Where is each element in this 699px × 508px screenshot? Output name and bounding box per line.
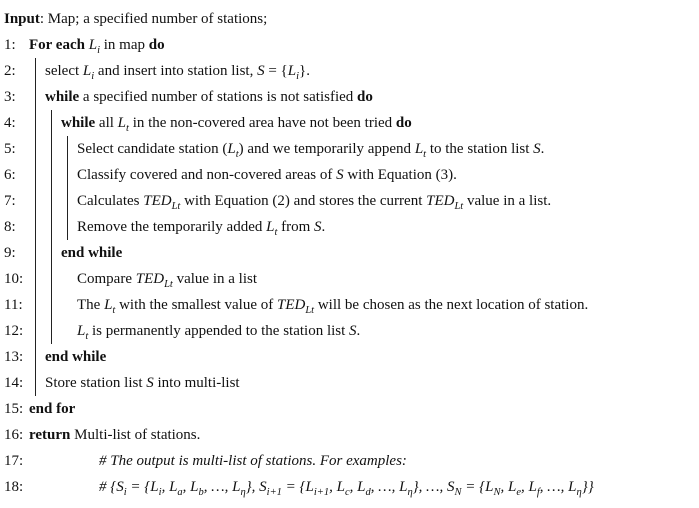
- algo-text: [29, 422, 200, 448]
- algo-text-segment: S: [314, 219, 322, 235]
- algo-text: [77, 136, 544, 162]
- algo-text-segment: η: [576, 487, 582, 498]
- algo-text-segment: a: [177, 487, 183, 498]
- algo-text-segment: do: [357, 89, 373, 105]
- block-indent-line: [61, 136, 77, 162]
- algo-text: [77, 318, 360, 344]
- algo-text-segment: : Map; a specified number of stations;: [39, 11, 268, 27]
- algo-text-segment: L: [150, 479, 159, 495]
- algo-text-segment: while: [45, 89, 80, 105]
- algo-line: [4, 136, 695, 162]
- algo-text: [77, 292, 588, 318]
- algo-text-segment: S: [447, 479, 455, 495]
- algo-text-segment: The: [77, 297, 105, 313]
- algo-text-segment: t: [126, 123, 129, 134]
- block-indent-line: [45, 110, 61, 136]
- algo-text-segment: }}: [581, 479, 594, 495]
- algo-text-segment: .: [356, 323, 361, 339]
- algo-text: [29, 32, 165, 58]
- algo-text-segment: ,: [329, 479, 337, 495]
- block-indent-line: [29, 318, 45, 344]
- algo-text-segment: Lt: [164, 279, 173, 290]
- algo-text: [77, 266, 257, 292]
- algo-text-segment: L: [399, 479, 408, 495]
- block-indent-line: [45, 188, 61, 214]
- algo-text-segment: b: [198, 487, 204, 498]
- algo-text-segment: L: [117, 115, 127, 131]
- block-indent-line: [61, 162, 77, 188]
- algo-line: [4, 188, 695, 214]
- algo-text: [45, 58, 310, 84]
- block-indent-line: [45, 136, 61, 162]
- line-number: 2:: [4, 63, 16, 79]
- line-number: 13:: [4, 349, 24, 365]
- algo-text-segment: ,: [500, 479, 509, 495]
- algo-text-segment: TED: [426, 193, 455, 209]
- algo-text-segment: L: [287, 63, 297, 79]
- algo-text-segment: L: [190, 479, 199, 495]
- algo-text-segment: and insert into station list,: [94, 63, 258, 79]
- algo-line: [4, 110, 695, 136]
- algo-text: [99, 448, 407, 474]
- algo-line: [4, 474, 695, 500]
- algo-line: [4, 422, 695, 448]
- algo-text-segment: ,: [161, 479, 170, 495]
- algo-text-segment: Lt: [454, 201, 464, 212]
- algo-line: [4, 266, 695, 292]
- algo-text-segment: i: [91, 71, 95, 82]
- algo-text-segment: i: [296, 71, 300, 82]
- algo-text-segment: η: [240, 487, 246, 498]
- algo-text-segment: Lt: [305, 305, 315, 316]
- algo-text-segment: i: [123, 487, 127, 498]
- block-indent-line: [29, 162, 45, 188]
- line-number: 17:: [4, 453, 24, 469]
- algo-text-segment: S: [116, 479, 124, 495]
- algo-line: [4, 396, 695, 422]
- algo-text-segment: d: [365, 487, 371, 498]
- algo-text: [29, 396, 75, 422]
- algo-text-segment: L: [485, 479, 494, 495]
- algo-text-segment: = {: [281, 479, 306, 495]
- line-number: 16:: [4, 427, 24, 443]
- block-indent-line: [45, 162, 61, 188]
- algo-text-segment: N: [454, 487, 462, 498]
- algo-text-segment: L: [232, 479, 241, 495]
- algo-text-segment: L: [227, 141, 236, 157]
- line-number: 7:: [4, 193, 16, 209]
- block-indent-line: [29, 188, 45, 214]
- algo-text-segment: while: [61, 115, 96, 131]
- algo-text-segment: S: [336, 167, 344, 183]
- algo-text-segment: Compare: [77, 271, 136, 287]
- line-number: 3:: [4, 89, 16, 105]
- algo-text-segment: from: [277, 219, 315, 235]
- algo-text-segment: Select candidate station (: [77, 141, 228, 157]
- algo-text-segment: ,: [349, 479, 358, 495]
- algo-text-segment: will be chosen as the next location of station.: [314, 297, 589, 313]
- algo-text-segment: Remove the temporarily added: [77, 219, 267, 235]
- block-indent-line: [29, 344, 45, 370]
- algo-text: [4, 6, 267, 32]
- algo-text-segment: t: [235, 149, 239, 160]
- algo-line: [4, 292, 695, 318]
- algo-text-segment: L: [82, 63, 92, 79]
- algo-text-segment: do: [148, 37, 165, 53]
- line-number: 8:: [4, 219, 16, 235]
- line-number: 10:: [4, 271, 24, 287]
- algo-text-segment: = {: [264, 63, 288, 79]
- algo-text-segment: Classify covered and non-covered areas of: [77, 167, 337, 183]
- algo-text-segment: end while: [45, 349, 107, 365]
- algo-text-segment: select: [45, 63, 83, 79]
- algo-text-segment: ,: [182, 479, 191, 495]
- algo-text-segment: to the station list: [426, 141, 534, 157]
- algo-text-segment: .: [540, 141, 545, 157]
- line-number: 15:: [4, 401, 24, 417]
- block-indent-line: [29, 370, 45, 396]
- algo-line: [4, 58, 695, 84]
- algo-text-segment: , …,: [539, 479, 569, 495]
- algo-text-segment: ,: [521, 479, 529, 495]
- algo-text-segment: L: [88, 37, 98, 53]
- algo-text-segment: TED: [135, 271, 165, 287]
- algo-line: [4, 240, 695, 266]
- algo-text: [77, 188, 551, 214]
- block-indent-line: [29, 110, 45, 136]
- algo-text: [45, 84, 373, 110]
- algo-text-segment: }, …,: [412, 479, 448, 495]
- algo-text-segment: value in a list.: [463, 193, 552, 209]
- algo-text-segment: L: [266, 219, 275, 235]
- block-indent-line: [29, 136, 45, 162]
- block-indent-line: [61, 214, 77, 240]
- algo-text-segment: in the non-covered area have not been tried: [128, 115, 396, 131]
- algo-text-segment: with the smallest value of: [115, 297, 277, 313]
- algo-line: [4, 84, 695, 110]
- block-indent-line: [61, 188, 77, 214]
- block-indent-line: [29, 58, 45, 84]
- algo-text-segment: i+1: [313, 487, 330, 498]
- algo-text-segment: e: [516, 487, 522, 498]
- algo-line: [4, 214, 695, 240]
- block-indent-line: [45, 214, 61, 240]
- algo-line: [4, 318, 695, 344]
- algo-line: [4, 370, 695, 396]
- algo-text: [77, 214, 325, 240]
- algo-text-segment: Input: [4, 11, 40, 27]
- algo-text-segment: # {: [99, 479, 117, 495]
- algo-text-segment: end while: [61, 245, 123, 261]
- algo-text-segment: into multi-list: [153, 375, 240, 391]
- algo-text-segment: S: [259, 479, 267, 495]
- line-number: 1:: [4, 37, 16, 53]
- block-indent-line: [45, 292, 61, 318]
- algo-text-segment: L: [414, 141, 424, 157]
- block-indent-line: [29, 292, 45, 318]
- algo-text-segment: ) and we temporarily append: [238, 141, 415, 157]
- line-number: 9:: [4, 245, 16, 261]
- algo-text-segment: L: [169, 479, 178, 495]
- algo-text-segment: S: [533, 141, 541, 157]
- line-number: 12:: [4, 323, 24, 339]
- algo-text-segment: i: [158, 487, 162, 498]
- algo-text-segment: do: [395, 115, 412, 131]
- algo-text-segment: end for: [29, 401, 76, 417]
- algo-text-segment: all: [95, 115, 118, 131]
- algo-text-segment: N: [493, 487, 501, 498]
- algo-text-segment: L: [305, 479, 314, 495]
- algo-text-segment: f: [536, 487, 540, 498]
- line-number: 18:: [4, 479, 24, 495]
- block-indent-line: [45, 318, 61, 344]
- algo-line: [4, 448, 695, 474]
- line-number: 6:: [4, 167, 16, 183]
- algo-text-segment: , …,: [203, 479, 233, 495]
- algo-text-segment: TED: [276, 297, 306, 313]
- algo-text-segment: L: [104, 297, 113, 313]
- algo-text-segment: L: [336, 479, 345, 495]
- algo-text: [99, 474, 594, 500]
- line-number: 11:: [4, 297, 23, 313]
- algo-text-segment: with Equation (3).: [343, 167, 457, 183]
- algo-line: [4, 6, 695, 32]
- algo-line: [4, 162, 695, 188]
- algo-text-segment: i: [97, 45, 100, 56]
- algo-text-segment: L: [528, 479, 537, 495]
- block-indent-line: [29, 214, 45, 240]
- algo-text-segment: S: [349, 323, 357, 339]
- algo-text-segment: a specified number of stations is not satisfied: [79, 89, 358, 105]
- algo-text-segment: = {: [126, 479, 151, 495]
- algo-text-segment: S: [146, 375, 154, 391]
- algo-text-segment: }.: [299, 63, 310, 79]
- algo-text: [45, 344, 106, 370]
- algo-text-segment: # The output is multi-list of stations. For examples:: [99, 453, 407, 469]
- algo-text-segment: value in a list: [172, 271, 257, 287]
- algo-text: [77, 162, 457, 188]
- algo-text-segment: , …,: [370, 479, 400, 495]
- algo-text-segment: Store station list: [45, 375, 147, 391]
- block-indent-line: [45, 240, 61, 266]
- algo-text-segment: c: [345, 487, 350, 498]
- algo-text-segment: t: [85, 331, 89, 342]
- algo-text: [61, 240, 122, 266]
- algo-text: [61, 110, 412, 136]
- block-indent-line: [29, 84, 45, 110]
- algo-text-segment: L: [357, 479, 366, 495]
- algo-text-segment: Calculates: [77, 193, 144, 209]
- algo-text-segment: TED: [143, 193, 172, 209]
- line-number: 4:: [4, 115, 16, 131]
- block-indent-line: [45, 266, 61, 292]
- algo-text-segment: t: [112, 305, 116, 316]
- algo-text-segment: Multi-list of stations.: [70, 427, 201, 443]
- algo-text-segment: return: [29, 427, 71, 443]
- algo-text-segment: L: [508, 479, 517, 495]
- algo-text-segment: = {: [461, 479, 486, 495]
- algo-text-segment: η: [407, 487, 413, 498]
- block-indent-line: [29, 240, 45, 266]
- algo-line: [4, 344, 695, 370]
- algo-text-segment: t: [423, 149, 427, 160]
- algo-line: [4, 32, 695, 58]
- algo-text-segment: Lt: [171, 201, 181, 212]
- algo-text-segment: L: [568, 479, 577, 495]
- algo-text-segment: with Equation (2) and stores the current: [180, 193, 427, 209]
- algo-text: [45, 370, 240, 396]
- block-indent-line: [29, 266, 45, 292]
- algo-text-segment: },: [245, 479, 260, 495]
- algo-text-segment: t: [274, 227, 278, 238]
- algo-text-segment: S: [257, 63, 265, 79]
- line-number: 5:: [4, 141, 16, 157]
- algo-text-segment: .: [321, 219, 326, 235]
- algo-text-segment: in map: [99, 37, 149, 53]
- algo-text-segment: i+1: [266, 487, 282, 498]
- algo-text-segment: L: [77, 323, 86, 339]
- algo-text-segment: For each: [29, 37, 89, 53]
- algo-text-segment: is permanently appended to the station list: [88, 323, 350, 339]
- line-number: 14:: [4, 375, 24, 391]
